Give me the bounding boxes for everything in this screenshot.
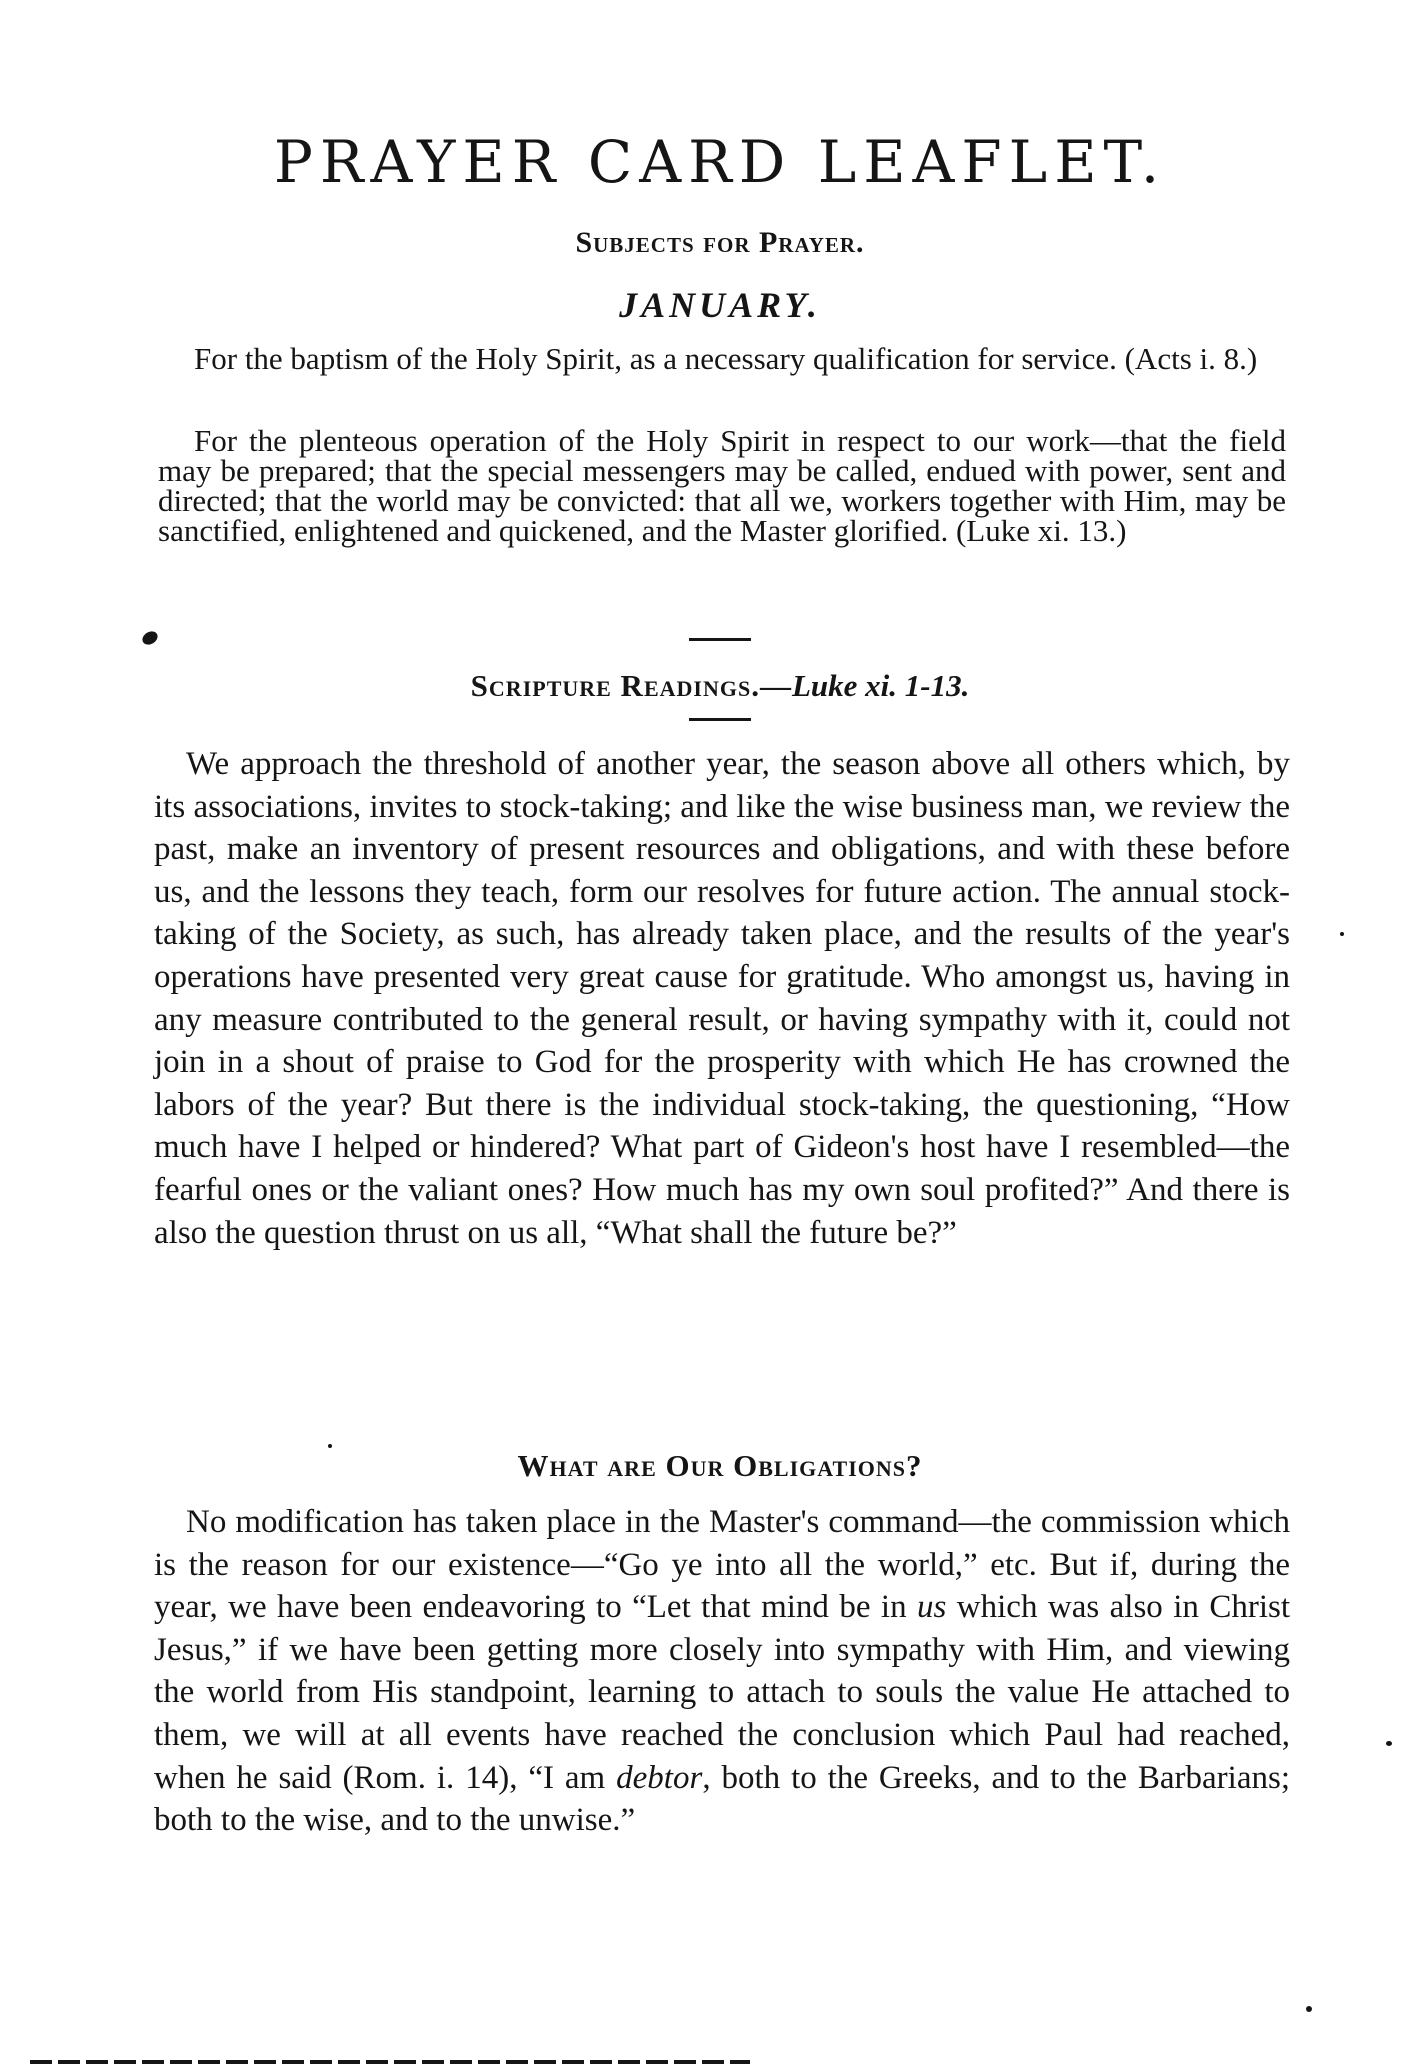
torn-bottom-edge: [30, 2060, 750, 2064]
emphasis-us: us: [917, 1589, 947, 1626]
ink-speck: [1306, 2006, 1312, 2012]
page-title: PRAYER CARD LEAFLET.: [273, 128, 1167, 196]
obligations-text-start: No modification has taken place in the Master's command—the commission which is the reason for our existence—“Go ye into all the world,” etc. But if, during the year, we have been endeavoring to “Let that mind be in: [154, 1504, 1290, 1626]
prayer-paragraph-operation: For the plenteous operation of the Holy Spirit in respect to our work—that the field may be prepared; that the special messengers may be called, endued with power, sent and directed; that the world may be convicted: that all we, workers together with Him, may be sanctified, enlightened and quickened, and the Master glorified. (Luke xi. 13.): [158, 423, 1286, 548]
leaflet-page: [150, 0, 1290, 2068]
divider-rule: [689, 718, 751, 721]
obligations-paragraph: [154, 1501, 1290, 1842]
emphasis-debtor: debtor: [616, 1759, 703, 1796]
month-heading: JANUARY.: [619, 285, 821, 325]
scripture-readings-heading: [150, 668, 1290, 704]
obligations-text-middle: which was also in Christ Jesus,” if we have been getting more closely into sympathy with Him, and viewing the world from His standpoint, learning to attach to souls the value He attached to them, we will at all events have reached the conclusion which Paul had reached, when he said (Rom. i. 14), “I am: [154, 1589, 1290, 1796]
subtitle: Subjects for Prayer.: [575, 226, 865, 259]
scripture-label: Scripture Readings.—: [470, 668, 792, 703]
prayer-paragraph-baptism: For the baptism of the Holy Spirit, as a necessary qualification for service. (Acts i. 8.): [194, 341, 1258, 376]
ink-speck: [328, 1444, 332, 1448]
obligations-text-end: , both to the Greeks, and to the Barbarians; both to the wise, and to the unwise.”: [154, 1759, 1290, 1839]
divider-rule: [689, 638, 751, 641]
obligations-heading: What are Our Obligations?: [517, 1448, 923, 1483]
ink-speck: [1340, 932, 1344, 936]
stock-taking-paragraph: We approach the threshold of another year, the season above all others which, by its associations, invites to stock-taking; and like the wise business man, we review the past, make an inventory of present resources and obligations, and with these before us, and the lessons they teach, form our resolves for future action. The annual stock-taking of the Society, as such, has already taken place, and the results of the year's operations have presented very great cause for gratitude. Who amongst us, having in any measure contributed to the general result, or having sympathy with it, could not join in a shout of praise to God for the prosperity with which He has crowned the labors of the year? But there is the individual stock-taking, the questioning, “How much have I helped or hindered? What part of Gideon's host have I resembled—the fearful ones or the valiant ones? How much has my own soul profited?” And there is also the question thrust on us all, “What shall the future be?”: [154, 746, 1290, 1251]
ink-speck: [1386, 1741, 1392, 1746]
scripture-reference: Luke xi. 1-13.: [791, 668, 970, 703]
